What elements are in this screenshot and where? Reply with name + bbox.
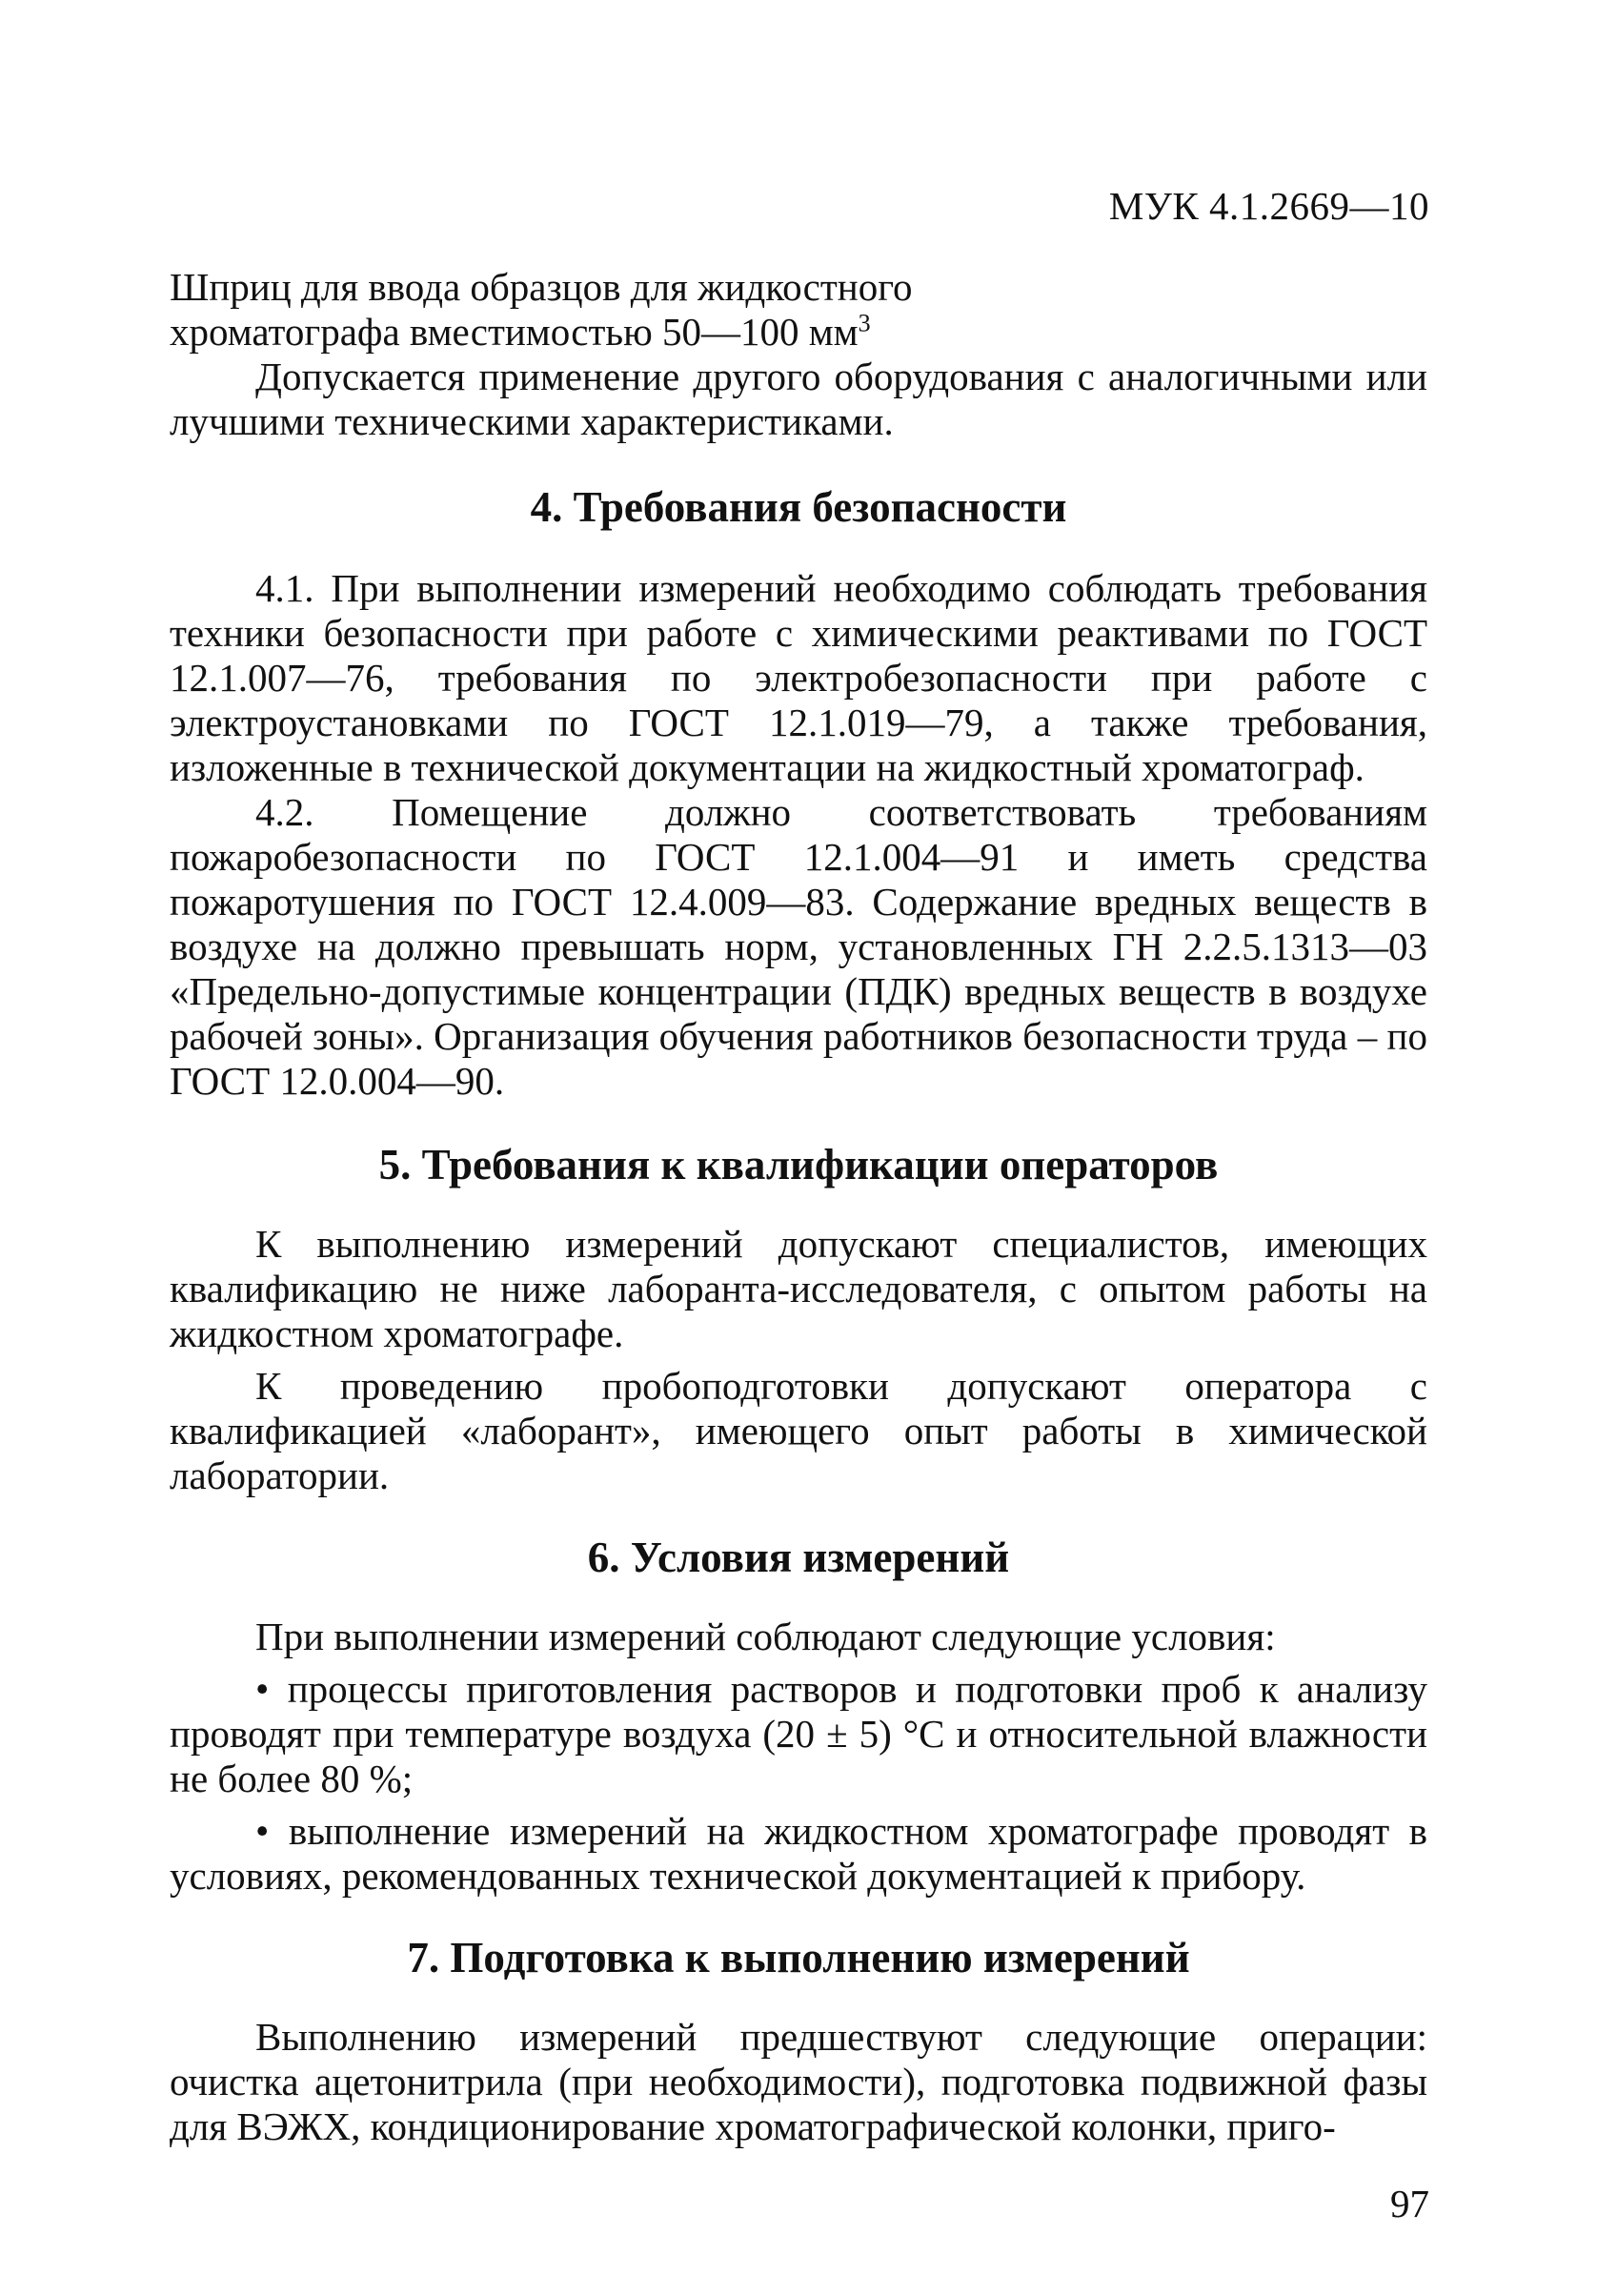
- section-5-paragraph-1: К выполнению измерений допускают специалистов, имеющих квалификацию не ниже лаборанта-исследователя, с опытом работы на жидкостном хроматографе.: [170, 1222, 1427, 1355]
- section-4-paragraph-1: 4.1. При выполнении измерений необходимо соблюдать требования техники безопасности при работе с химическими реактивами по ГОСТ 12.1.007—76, требования по электробезопасности при работе с электроустановками по ГОСТ 12.1.019—79, а также требования, изложенные в технической документации на жидкостный хроматограф.: [170, 566, 1427, 789]
- section-5-paragraph-2: К проведению пробоподготовки допускают оператора с квалификацией «лаборант», имеющего опыт работы в химической лаборатории.: [170, 1364, 1427, 1497]
- section-6-title: 6. Условия измерений: [587, 1534, 1010, 1581]
- section-4-paragraph-2: 4.2. Помещение должно соответствовать требованиям пожаробезопасности по ГОСТ 12.1.004—91 и иметь средства пожаротушения по ГОСТ 12.4.009—83. Содержание вредных веществ в воздухе на должно превышать норм, установленных ГН 2.2.5.1313—03 «Предельно-допустимые концентрации (ПДК) вредных веществ в воздухе рабочей зоны». Организация обучения работников безопасности труда – по ГОСТ 12.0.004—90.: [170, 790, 1427, 1103]
- section-6-paragraph-1: При выполнении измерений соблюдают следующие условия:: [255, 1615, 1276, 1658]
- page-number: 97: [1390, 2182, 1429, 2225]
- section-7-paragraph-1: Выполнению измерений предшествуют следующие операции: очистка ацетонитрила (при необходимости), подготовка подвижной фазы для ВЭЖХ, кондиционирование хроматографической колонки, приго-: [170, 2015, 1427, 2148]
- syringe-line-2-text: хроматографа вместимостью 50—100 мм: [170, 310, 859, 354]
- syringe-line-2: [170, 310, 1427, 355]
- section-7-title: 7. Подготовка к выполнению измерений: [407, 1934, 1190, 1981]
- section-4-title: 4. Требования безопасности: [530, 483, 1067, 531]
- syringe-line-1: Шприц для ввода образцов для жидкостного: [170, 265, 913, 309]
- section-6-bullet-2: • выполнение измерений на жидкостном хроматографе проводят в условиях, рекомендованных технической документацией к прибору.: [170, 1809, 1427, 1898]
- document-body: [170, 265, 1427, 2149]
- equipment-note: Допускается применение другого оборудования с аналогичными или лучшими техническими характеристиками.: [170, 355, 1427, 443]
- section-6-bullet-1: • процессы приготовления растворов и подготовки проб к анализу проводят при температуре воздуха (20 ± 5) °С и относительной влажности не более 80 %;: [170, 1667, 1427, 1800]
- document-code: МУК 4.1.2669—10: [1108, 184, 1429, 228]
- section-5-title: 5. Требования к квалификации операторов: [378, 1141, 1219, 1189]
- syringe-unit-superscript: 3: [858, 309, 871, 337]
